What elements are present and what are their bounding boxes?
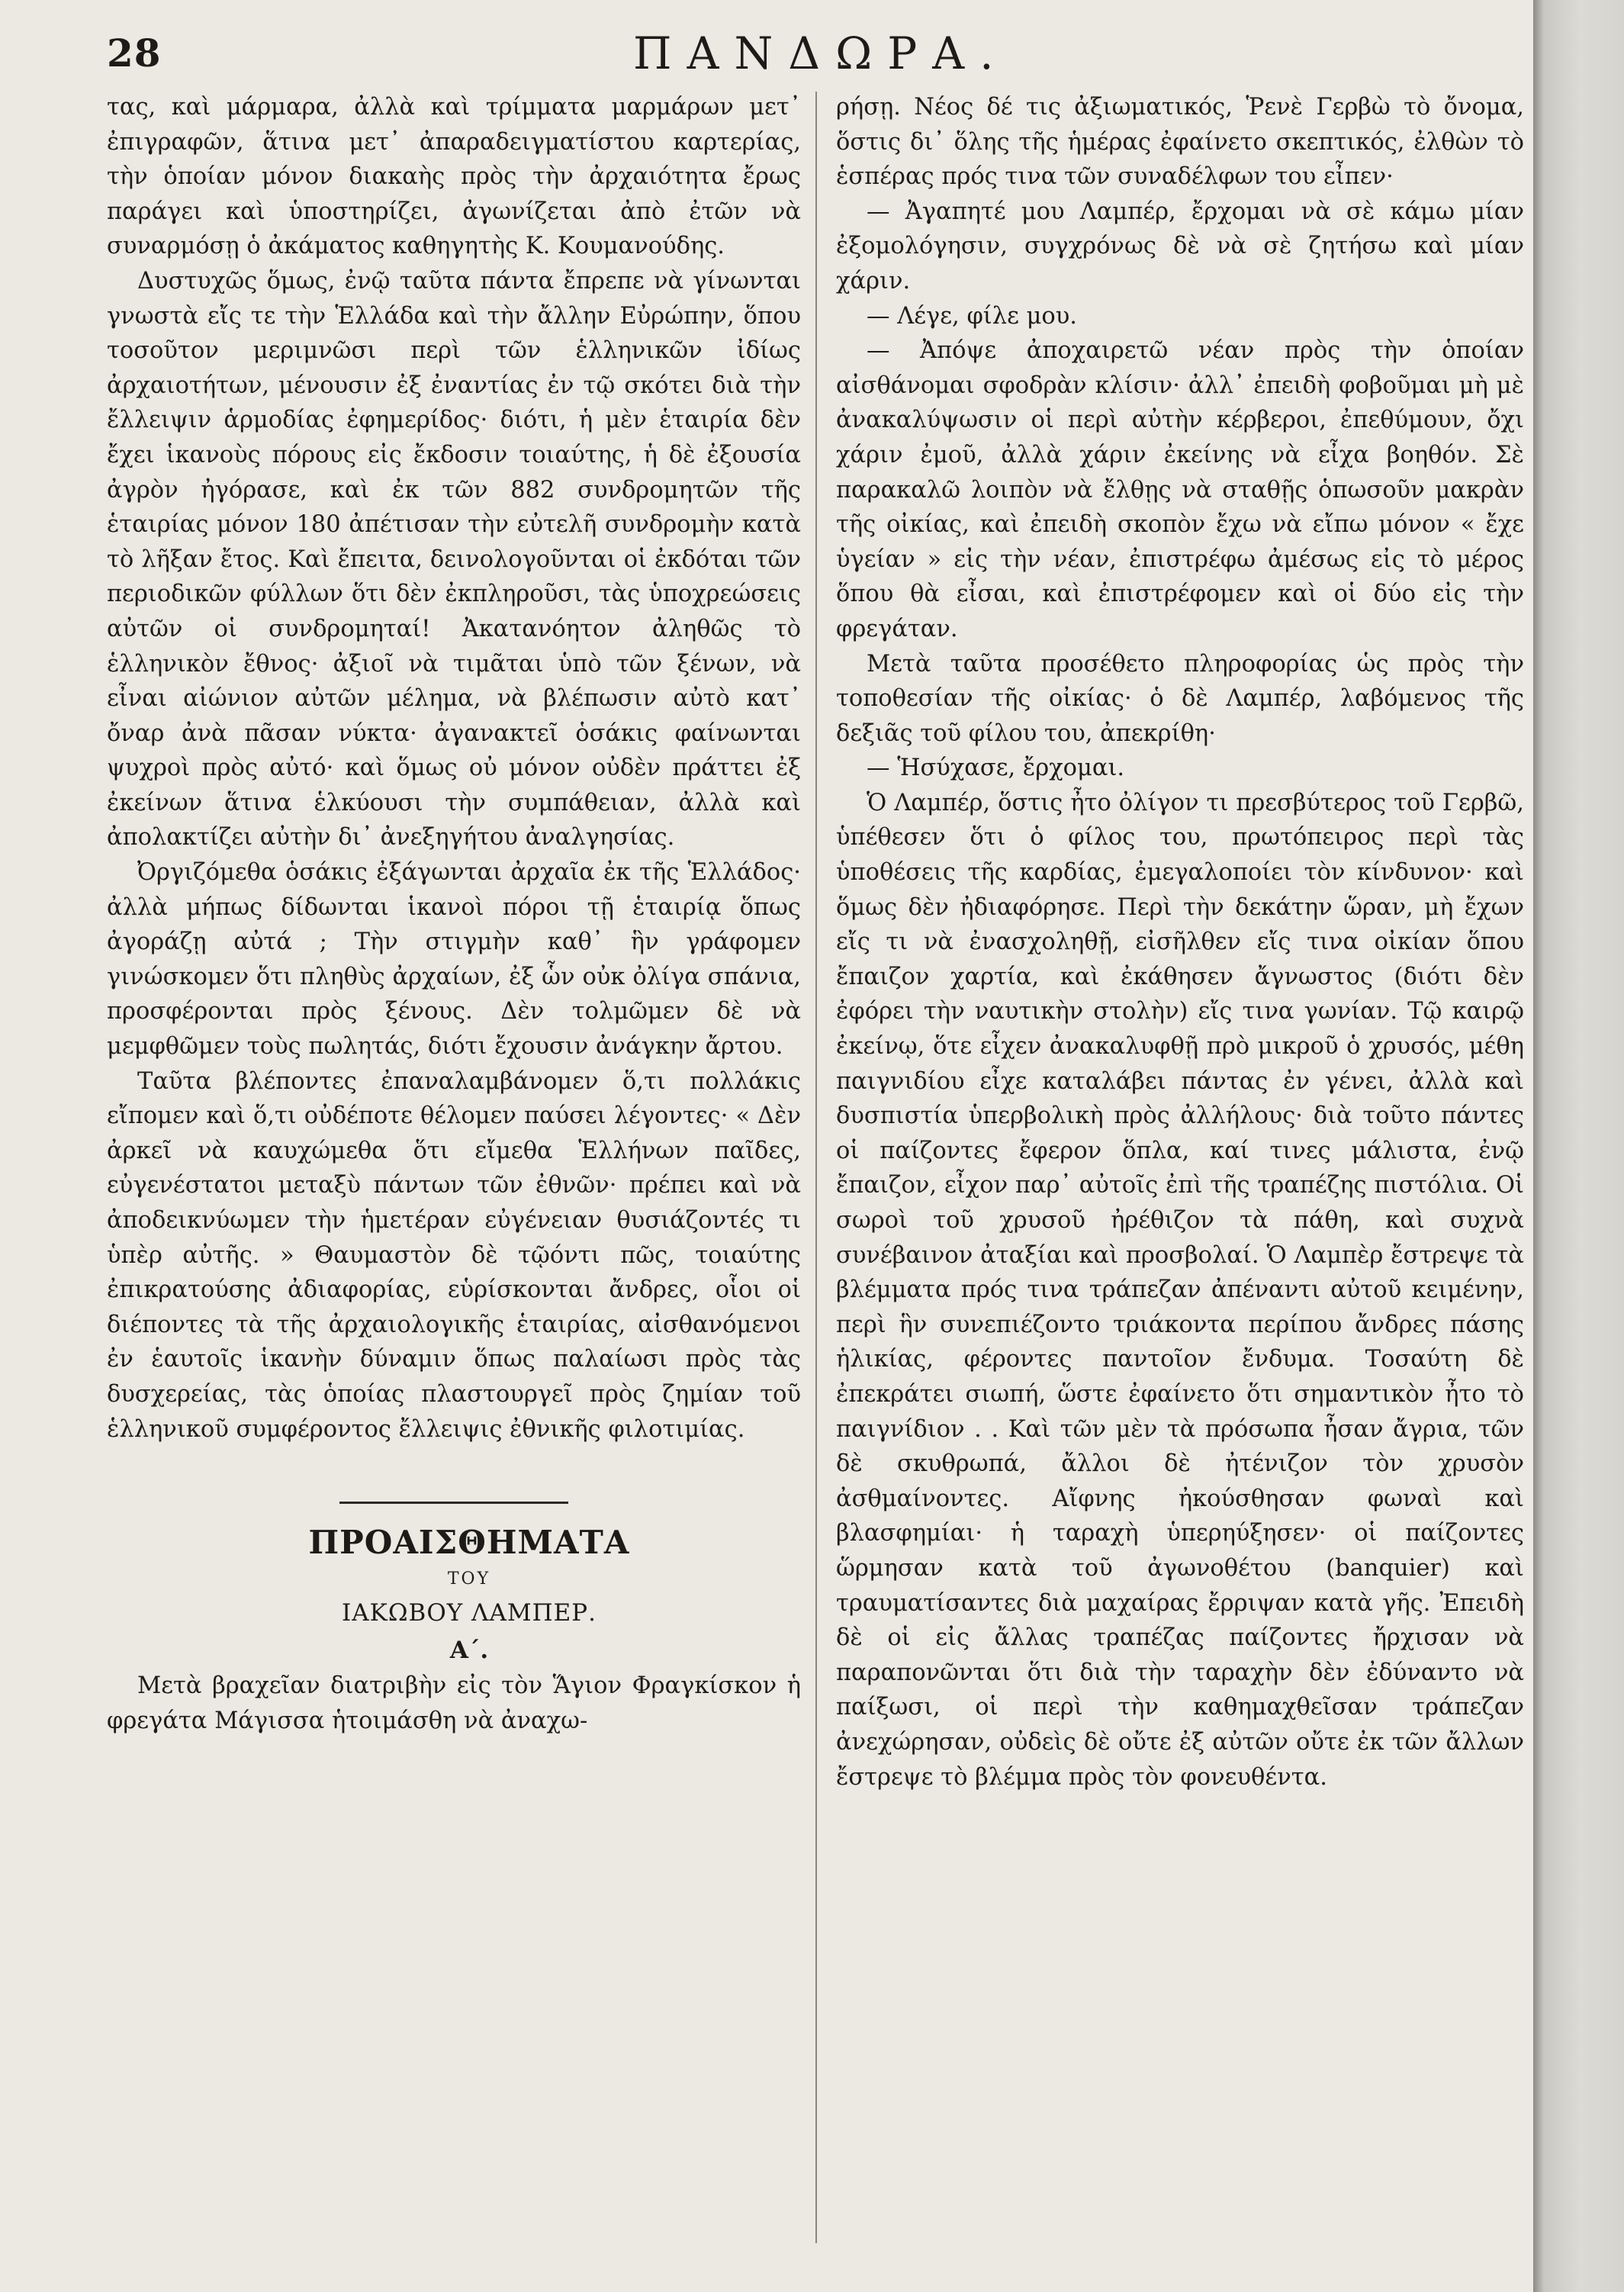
book-edge — [1533, 0, 1624, 2292]
paragraph: Ὁ Λαμπέρ, ὅστις ἦτο ὀλίγον τι πρεσβύτερος τοῦ Γερβῶ, ὑπέθεσεν ὅτι ὁ φίλος του, πρωτόπειρος περὶ τὰς ὑποθέσεις τῆς καρδίας, ἐμεγαλοποίει τὸν κίνδυνον· καὶ ὅμως δὲν ἠδιαφόρησε. Περὶ τὴν δεκάτην ὥραν, μὴ ἔχων εἴς τι νὰ ἐνασχοληθῇ, εἰσῆλθεν εἴς τινα οἰκίαν ὅπου ἔπαιζον χαρτία, καὶ ἐκάθησεν ἄγνωστος (διότι δὲν ἐφόρει τὴν ναυτικὴν στολὴν) εἴς τινα γωνίαν. Τῷ καιρῷ ἐκείνῳ, ὅτε εἶχεν ἀνακαλυφθῇ πρὸ μικροῦ ὁ χρυσός, μέθη παιγνιδίου εἶχε καταλάβει πάντας ἐν γένει, ἀλλὰ καὶ δυσπιστία ὑπερβολικὴ πρὸς ἀλλήλους· διὰ τοῦτο πάντες οἱ παίζοντες ἔφερον ὅπλα, καί τινες μάλιστα, ἐνῷ ἔπαιζον, εἶχον παρ᾽ αὐτοῖς ἐπὶ τῆς τραπέζης πιστόλια. Οἱ σωροὶ τοῦ χρυσοῦ ἠρέθιζον τὰ πάθη, καὶ συχνὰ συνέβαινον ἀταξίαι καὶ προσβολαί. Ὁ Λαμπὲρ ἔστρεψε τὰ βλέμματα πρός τινα τράπεζαν ἀπέναντι αὐτοῦ κειμένην, περὶ ἣν συνεπιέζοντο τριάκοντα περίπου ἄνδρες πάσης ἡλικίας, φέροντες παντοῖον ἔνδυμα. Τοσαύτη δὲ ἐπεκράτει σιωπή, ὥστε ἐφαίνετο ὅτι σημαντικὸν ἦτο τὸ παιγνίδιον . . Καὶ τῶν μὲν τὰ πρόσωπα ἦσαν ἄγρια, τῶν δὲ σκυθρωπά, ἄλλοι δὲ ἠτένιζον τὸν χρυσὸν ἀσθμαίνοντες. Αἴφνης ἠκούσθησαν φωναὶ καὶ βλασφημίαι· ἡ ταραχὴ ὑπερηύξησεν· οἱ παίζοντες ὥρμησαν κατὰ τοῦ ἀγωνοθέτου (banquier) καὶ τραυματίσαντες διὰ μαχαίρας ἔρριψαν κατὰ γῆς. Ἐπειδὴ δὲ οἱ εἰς ἄλλας τραπέζας παίζοντες ἤρχισαν νὰ παραπονῶνται ὅτι διὰ τὴν ταραχὴν δὲν ἐδύναντο νὰ παίξωσι, οἱ περὶ τὴν καθημαχθεῖσαν τράπεζαν ἀνεχώρησαν, οὐδεὶς δὲ οὔτε ἐξ αὐτῶν οὔτε ἐκ τῶν ἄλλων ἔστρεψε τὸ βλέμμα πρὸς τὸν φονευθέντα. — [836, 789, 1524, 1791]
story-title-connector: ΤΟΥ — [447, 1569, 491, 1589]
paragraph: — Ἡσύχασε, ἔρχομαι. — [867, 755, 1125, 782]
running-head: ΠΑΝΔΩΡΑ. — [633, 27, 1009, 79]
chapter-number: Α΄. — [449, 1637, 489, 1665]
paragraph: Μετὰ βραχεῖαν διατριβὴν εἰς τὸν Ἅγιον Φραγκίσκον ἡ φρεγάτα Μάγισσα ἡτοιμάσθη νὰ ἀναχω- — [107, 1672, 801, 1734]
right-column — [836, 90, 1524, 1795]
paragraph: — Ἀγαπητέ μου Λαμπέρ, ἔρχομαι νὰ σὲ κάμω μίαν ἐξομολόγησιν, συγχρόνως δὲ νὰ σὲ ζητήσω καὶ μίαν χάριν. — [836, 198, 1524, 295]
paragraph: Ὀργιζόμεθα ὁσάκις ἐξάγωνται ἀρχαῖα ἐκ τῆς Ἑλλάδος· ἀλλὰ μήπως δίδωνται ἱκανοὶ πόροι τῇ ἑταιρίᾳ ὅπως ἀγοράζῃ αὐτά ; Τὴν στιγμὴν καθ᾽ ἣν γράφομεν γινώσκομεν ὅτι πληθὺς ἀρχαίων, ἐξ ὧν οὐκ ὀλίγα σπάνια, προσφέρονται πρὸς ξένους. Δὲν τολμῶμεν δὲ νὰ μεμφθῶμεν τοὺς πωλητάς, διότι ἔχουσιν ἀνάγκην ἄρτου. — [107, 859, 801, 1061]
story-title: ΠΡΟΑΙΣΘΗΜΑΤΑ — [308, 1524, 630, 1562]
section-divider — [339, 1502, 568, 1504]
paragraph: ρήσῃ. Νέος δέ τις ἀξιωματικός, Ῥενὲ Γερβὼ τὸ ὄνομα, ὅστις δι᾽ ὅλης τῆς ἡμέρας ἐφαίνετο σκεπτικός, ἐλθὼν τὸ ἑσπέρας πρός τινα τῶν συναδέλφων του εἶπεν· — [836, 94, 1524, 191]
page-number: 28 — [107, 31, 162, 76]
story-author: ΙΑΚΩΒΟΥ ΛΑΜΠΕΡ. — [342, 1599, 597, 1627]
paragraph: Δυστυχῶς ὅμως, ἐνῷ ταῦτα πάντα ἔπρεπε νὰ γίνωνται γνωστὰ εἴς τε τὴν Ἑλλάδα καὶ τὴν ἄλλην Εὐρώπην, ὅπου τοσοῦτον μεριμνῶσι περὶ τῶν ἑλληνικῶν ἰδίως ἀρχαιοτήτων, μένουσιν ἐξ ἐναντίας ἐν τῷ σκότει διὰ τὴν ἔλλειψιν ἁρμοδίας ἐφημερίδος· διότι, ἡ μὲν ἑταιρία δὲν ἔχει ἱκανοὺς πόρους εἰς ἔκδοσιν τοιαύτης, ἡ δὲ ἐξουσία ἀγρὸν ἠγόρασε, καὶ ἐκ τῶν 882 συνδρομητῶν τῆς ἑταιρίας μόνον 180 ἀπέτισαν τὴν εὐτελῆ συνδρομὴν κατὰ τὸ λῆξαν ἔτος. Καὶ ἔπειτα, δεινολογοῦνται οἱ ἐκδόται τῶν περιοδικῶν φύλλων ὅτι δὲν ἐκπληροῦσι, τὰς ὑποχρεώσεις αὐτῶν οἱ συνδρομηταί! Ἀκατανόητον ἀληθῶς τὸ ἑλληνικὸν ἔθνος· ἀξιοῖ νὰ τιμᾶται ὑπὸ τῶν ξένων, νὰ εἶναι αἰώνιον αὐτῶν μέλημα, νὰ βλέπωσιν αὐτὸ κατ᾽ ὄναρ ἀνὰ πᾶσαν νύκτα· ἀγανακτεῖ ὁσάκις φαίνωνται ψυχροὶ πρὸς αὐτό· καὶ ὅμως οὐ μόνον οὐδὲν πράττει ἐξ ἐκείνων ἅτινα ἑλκύουσι τὴν συμπάθειαν, ἀλλὰ καὶ ἀπολακτίζει αὐτὴν δι᾽ ἀνεξηγήτου ἀναλγησίας. — [107, 267, 801, 851]
paragraph: — Λέγε, φίλε μου. — [867, 302, 1078, 330]
paragraph: Μετὰ ταῦτα προσέθετο πληροφορίας ὡς πρὸς τὴν τοποθεσίαν τῆς οἰκίας· ὁ δὲ Λαμπέρ, λαβόμενος τῆς δεξιᾶς τοῦ φίλου του, ἀπεκρίθη· — [836, 650, 1524, 747]
paragraph: Ταῦτα βλέποντες ἐπαναλαμβάνομεν ὅ,τι πολλάκις εἴπομεν καὶ ὅ,τι οὐδέποτε θέλομεν παύσει λέγοντες· « Δὲν ἀρκεῖ νὰ καυχώμεθα ὅτι εἴμεθα Ἑλλήνων παῖδες, εὐγενέστατοι μεταξὺ πάντων τῶν ἐθνῶν· πρέπει καὶ νὰ ἀποδεικνύωμεν τὴν ἡμετέραν εὐγένειαν θυσιάζοντές τι ὑπὲρ αὐτῆς. » Θαυμαστὸν δὲ τῷόντι πῶς, τοιαύτης ἐπικρατούσης ἀδιαφορίας, εὑρίσκονται ἄνδρες, οἷοι οἱ διέποντες τὰ τῆς ἀρχαιολογικῆς ἑταιρίας, αἰσθανόμενοι ἐν ἑαυτοῖς ἱκανὴν δύναμιν ὅπως παλαίωσι πρὸς τὰς δυσχερείας, τὰς ὁποίας πλαστουργεῖ πρὸς ζημίαν τοῦ ἑλληνικοῦ συμφέροντος ἔλλειψις ἐθνικῆς φιλοτιμίας. — [107, 1067, 801, 1443]
paragraph: τας, καὶ μάρμαρα, ἀλλὰ καὶ τρίμματα μαρμάρων μετ᾽ ἐπιγραφῶν, ἅτινα μετ᾽ ἀπαραδειγματίστου καρτερίας, τὴν ὁποίαν μόνον διακαὴς πρὸς τὴν ἀρχαιότητα ἔρως παράγει καὶ ὑποστηρίζει, ἀγωνίζεται ἀπὸ ἐτῶν νὰ συναρμόσῃ ὁ ἀκάματος καθηγητὴς Κ. Κουμανούδης. — [107, 94, 801, 260]
left-column — [107, 90, 801, 1738]
column-divider — [815, 92, 817, 2243]
paragraph: — Ἀπόψε ἀποχαιρετῶ νέαν πρὸς τὴν ὁποίαν αἰσθάνομαι σφοδρὰν κλίσιν· ἀλλ᾽ ἐπειδὴ φοβοῦμαι μὴ μὲ ἀνακαλύψωσιν οἱ περὶ αὐτὴν κέρβεροι, ἐπεθύμουν, ὄχι χάριν ἐμοῦ, ἀλλὰ χάριν ἐκείνης νὰ εἶχα βοηθόν. Σὲ παρακαλῶ λοιπὸν νὰ ἔλθῃς νὰ σταθῇς ὁπωσοῦν μακρὰν τῆς οἰκίας, καὶ ἐπειδὴ σκοπὸν ἔχω νὰ εἴπω μόνον « ἔχε ὑγείαν » εἰς τὴν νέαν, ἐπιστρέφω ἀμέσως εἰς τὸ μέρος ὅπου θὰ εἶσαι, καὶ ἐπιστρέφομεν καὶ οἱ δύο εἰς τὴν φρεγάταν. — [836, 337, 1524, 642]
story-heading — [107, 1502, 801, 1669]
